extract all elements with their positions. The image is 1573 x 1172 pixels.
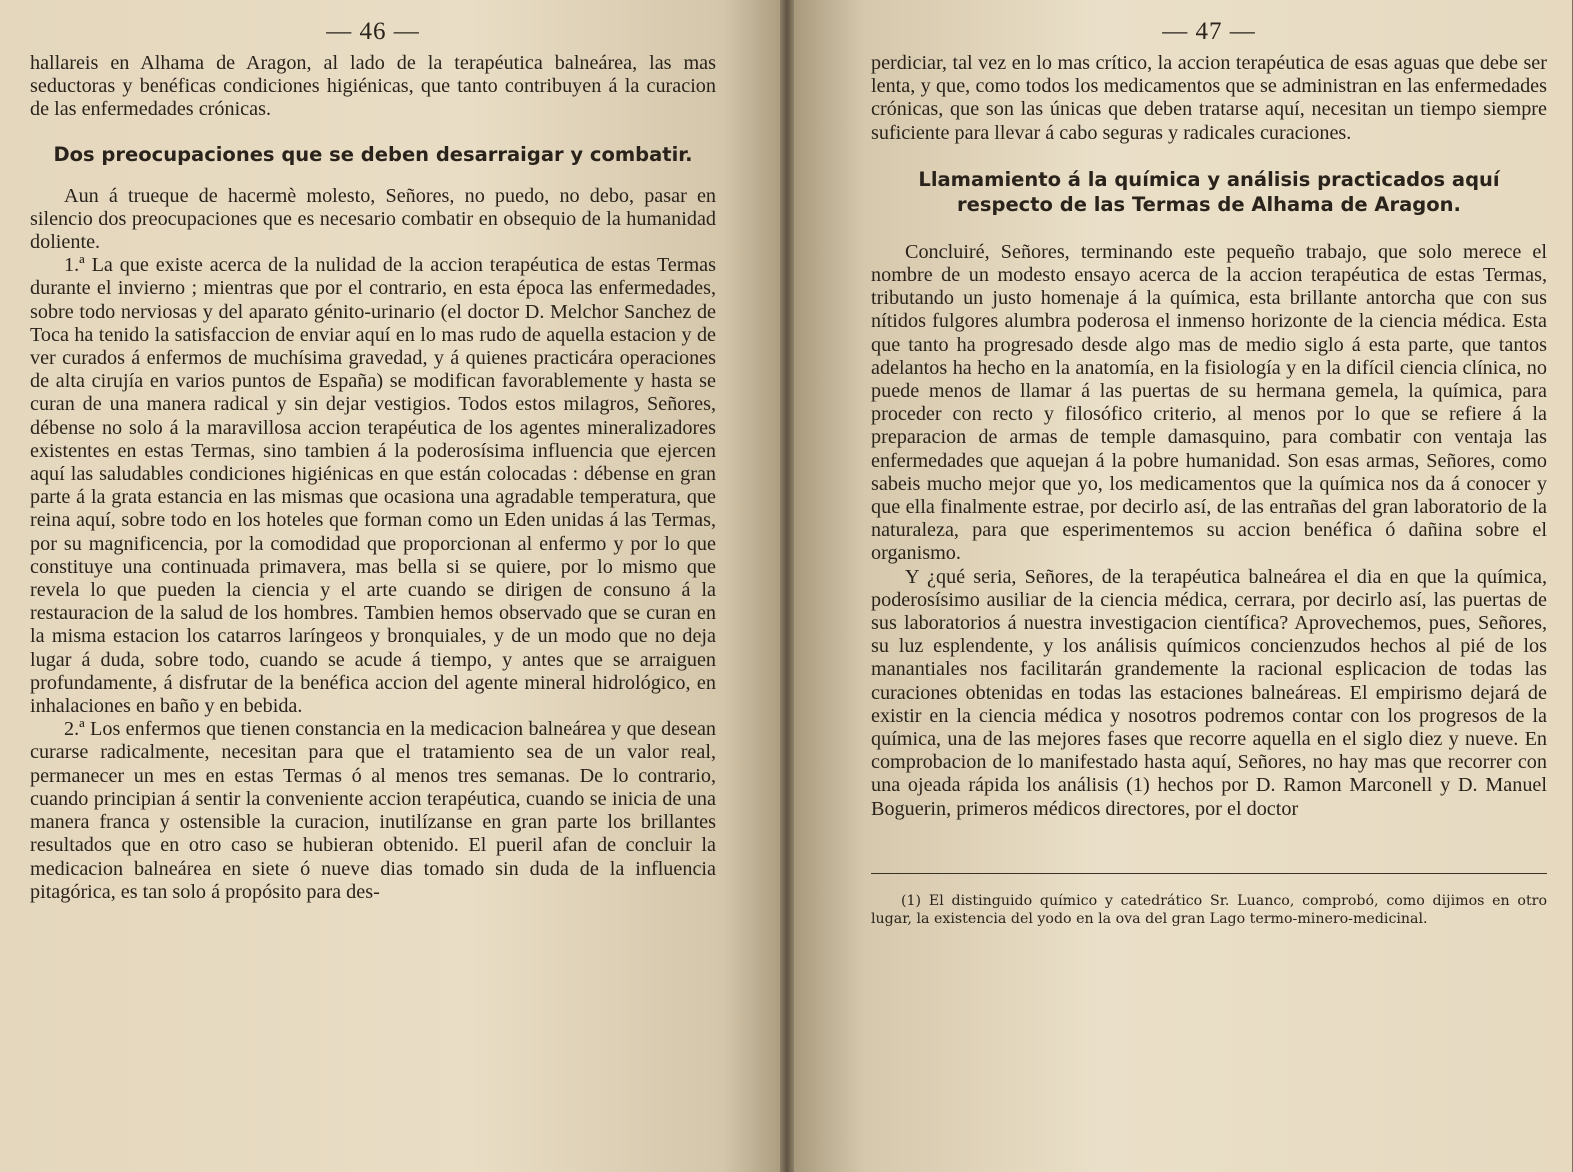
paragraph: hallareis en Alhama de Aragon, al lado de la terapéutica balneárea, las mas seductoras y benéficas condiciones higiénicas, que tanto contribuyen á la curacion de las enfermedades crónicas. [30, 52, 716, 121]
footnote: (1) El distinguido químico y catedrático Sr. Luanco, comprobó, como dijimos en otro lugar, la existencia del yodo en la ova del gran Lago termo-minero-medicinal. [871, 892, 1547, 927]
section-heading: Dos preocupaciones que se deben desarraigar y combatir. [53, 142, 693, 166]
paragraph: 2.ª Los enfermos que tienen constancia en la medicacion balneárea y que desean curarse radicalmente, necesitan para que el tratamiento sea de un valor real, permanecer un mes en estas Termas ó al menos tres semanas. De lo contrario, cuando principian á sentir la conveniente accion terapéutica, cuando se inicia de una manera franca y ostensible la curacion, inutilízanse en gran parte los brillantes resultados que en otro caso se hubieran obtenido. El pueril afan de concluir la medicacion balneárea en siete ó nueve dias tomado sin duda de la influencia pitagórica, es tan solo á propósito para des- [30, 718, 716, 903]
right-page [786, 0, 1572, 1172]
paragraph: Concluiré, Señores, terminando este pequeño trabajo, que solo merece el nombre de un modesto ensayo acerca de la accion terapéutica de estas Termas, tributando un justo homenaje á la química, esta brillante antorcha que con sus nítidos fulgores alumbra poderosa el inmenso horizonte de la ciencia médica. Esta que tanto ha progresado desde algo mas de medio siglo á esta parte, que tantos adelantos ha hecho en la anatomía, en la fisiología y en la difícil ciencia clínica, no puede menos de llamar á las puertas de su hermana gemela, la química, para proceder con recto y filosófico criterio, al menos por lo que se refiere á la preparacion de armas de temple damasquino, para combatir con ventaja las enfermedades que aquejan á la pobre humanidad. Son esas armas, Señores, como sabeis mucho mejor que yo, los medicamentos que la química nos da á conocer y que ella finalmente estrae, por decirlo así, de las entrañas del gran laboratorio de la naturaleza, para que esperimentemos su accion benéfica ó dañina sobre el organismo. [871, 240, 1547, 565]
book-gutter [780, 0, 794, 1172]
paragraph: perdiciar, tal vez en lo mas crítico, la accion terapéutica de esas aguas que debe ser lenta, y que, como todos los medicamentos que se administran en las enfermedades crónicas, que son las únicas que deben tratarse aquí, necesitan un tiempo siempre suficiente para llevar á cabo seguras y radicales curaciones. [871, 52, 1547, 144]
left-page [0, 0, 786, 1172]
paragraph: Aun á trueque de hacermè molesto, Señores, no puedo, no debo, pasar en silencio dos preocupaciones que es necesario combatir en obsequio de la humanidad doliente. [30, 184, 716, 254]
footnote-divider [871, 873, 1547, 874]
page-number: — 47 — [1162, 18, 1256, 45]
section-heading: Llamamiento á la química y análisis practicados aquí respecto de las Termas de Alhama de Aragon. [918, 167, 1500, 216]
paragraph: Y ¿qué seria, Señores, de la terapéutica balneárea el dia en que la química, poderosísimo ausiliar de la ciencia médica, cerrara, por decirlo así, las puertas de sus laboratorios á nuestra investigacion científica? Aprovechemos, pues, Señores, su luz esplendente, y los análisis químicos concienzudos hechos al pié de los manantiales nos facilitarán grandemente la racional esplicacion de todas las curaciones obtenidas en todas las estaciones balneáreas. El empirismo dejará de existir en la ciencia médica y nosotros podremos contar con los progresos de la química, una de las mejores fases que recorre aquella en el siglo diez y nueve. En comprobacion de lo manifestado hasta aquí, Señores, no hay mas que recorrer con una ojeada rápida los análisis (1) hechos por D. Ramon Marconell y D. Manuel Boguerin, primeros médicos directores, por el doctor [871, 565, 1547, 820]
paragraph: 1.ª La que existe acerca de la nulidad de la accion terapéutica de estas Termas durante el invierno ; mientras que por el contrario, en esta época las enfermedades, sobre todo nerviosas y del aparato génito-urinario (el doctor D. Melchor Sanchez de Toca ha tenido la satisfaccion de enviar aquí en lo mas rudo de aquella estacion y de ver curados á enfermos de muchísima gravedad, y á quienes practicára operaciones de alta cirujía en varios puntos de España) se modifican favorablemente y hasta se curan de una manera radical y sin dejar vestigios. Todos estos milagros, Señores, débense no solo á la maravillosa accion terapéutica de los agentes mineralizadores existentes en estas Termas, sino tambien á la poderosísima influencia que ejercen aquí las saludables condiciones higiénicas en que están colocadas : débense en gran parte á la grata estancia en las mismas que ocasiona una agradable temperatura, que reina aquí, sobre todo en los hoteles que forman como un Eden unidas á las Termas, por su magnificencia, por la comodidad que proporcionan al enfermo y por lo que constituye una continuada primavera, mas bella si se quiere, por lo mismo que revela lo que pueden la ciencia y el arte cuando se dirigen de consuno á la restauracion de la salud de los hombres. Tambien hemos observado que se curan en la misma estacion los catarros laríngeos y bronquiales, y de un modo que no deja lugar á duda, sobre todo, cuando se acude á tiempo, y antes que se arraiguen profundamente, á disfrutar de la benéfica accion del agente mineral hidrológico, en inhalaciones en baño y en bebida. [30, 254, 716, 718]
page-number: — 46 — [326, 18, 420, 45]
